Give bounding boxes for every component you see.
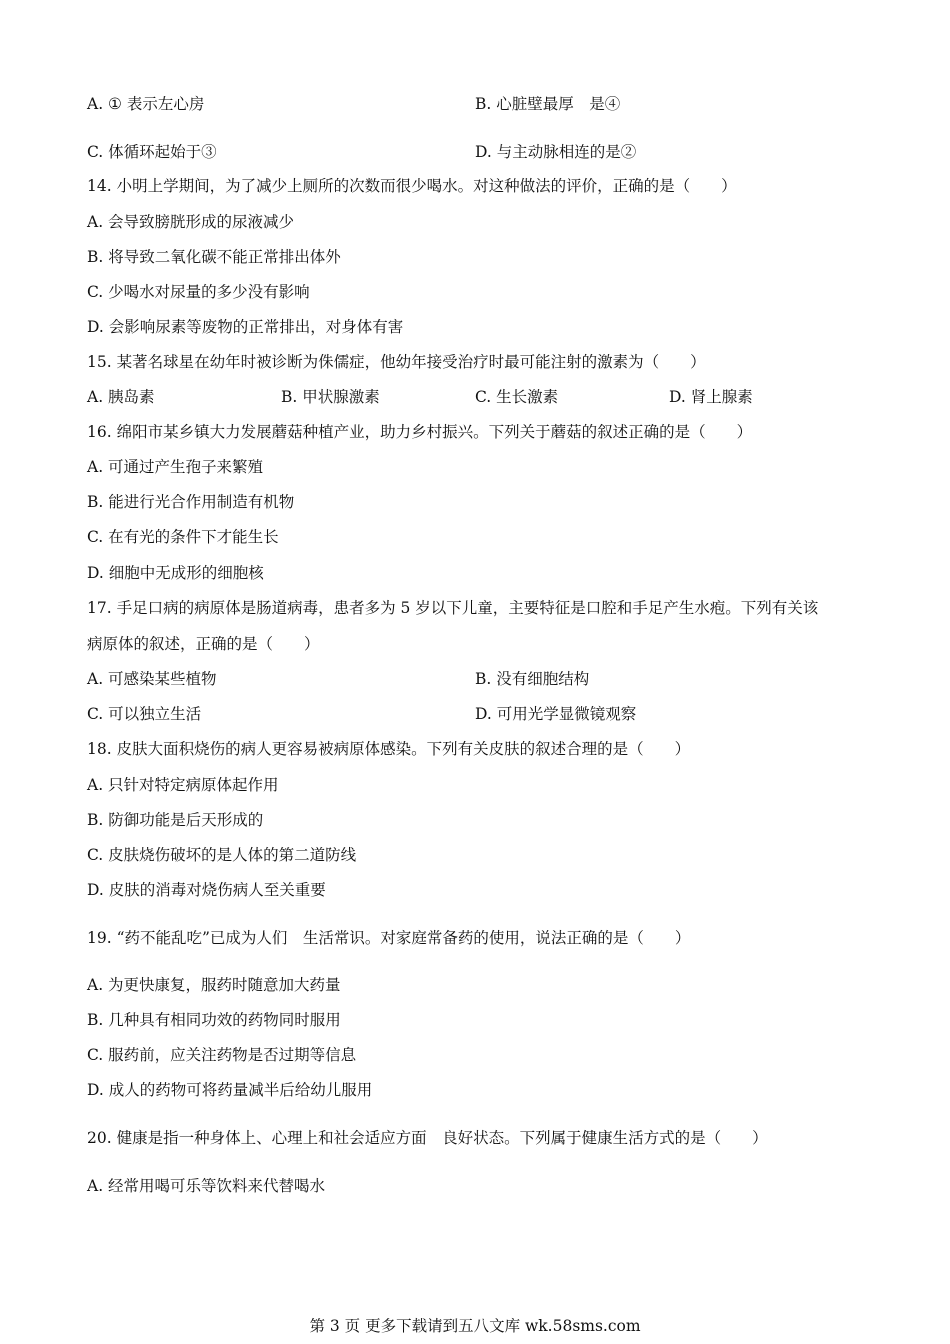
q16-option-c: C. 在有光的条件下才能生长 — [87, 528, 279, 546]
q18-option-c: C. 皮肤烧伤破坏的是人体的第二道防线 — [87, 846, 357, 864]
q18-option-d: D. 皮肤的消毒对烧伤病人至关重要 — [87, 881, 326, 899]
q14-option-b: B. 将导致二氧化碳不能正常排出体外 — [87, 248, 341, 266]
q19-option-a: A. 为更快康复，服药时随意加大药量 — [87, 976, 341, 994]
q15-option-d: D. 肾上腺素 — [669, 388, 753, 406]
q15-option-a: A. 胰岛素 — [87, 388, 155, 406]
q17-option-d: D. 可用光学显微镜观察 — [475, 705, 637, 723]
q15-option-b: B. 甲状腺激素 — [281, 388, 380, 406]
q14-stem: 14. 小明上学期间，为了减少上厕所的次数而很少喝水。对这种做法的评价，正确的是（ ） — [87, 177, 737, 195]
q19-option-d: D. 成人的药物可将药量减半后给幼儿服用 — [87, 1081, 373, 1099]
q16-option-a: A. 可通过产生孢子来繁殖 — [87, 458, 264, 476]
q13-option-b: B. 心脏壁最厚 是④ — [475, 95, 621, 113]
q19-option-b: B. 几种具有相同功效的药物同时服用 — [87, 1011, 341, 1029]
q19-stem: 19. “药不能乱吃”已成为人们 生活常识。对家庭常备药的使用，说法正确的是（ ） — [87, 929, 691, 947]
q15-stem: 15. 某著名球星在幼年时被诊断为侏儒症，他幼年接受治疗时最可能注射的激素为（ ） — [87, 353, 706, 371]
q20-option-a: A. 经常用喝可乐等饮料来代替喝水 — [87, 1177, 326, 1195]
q17-option-a: A. 可感染某些植物 — [87, 670, 217, 688]
q13-option-a: A. ① 表示左心房 — [87, 95, 205, 113]
q14-option-c: C. 少喝水对尿量的多少没有影响 — [87, 283, 310, 301]
q17-option-c: C. 可以独立生活 — [87, 705, 202, 723]
q18-option-a: A. 只针对特定病原体起作用 — [87, 776, 279, 794]
page-footer: 第 3 页 更多下载请到五八文库 wk.58sms.com — [309, 1317, 641, 1335]
q17-stem-line1: 17. 手足口病的病原体是肠道病毒，患者多为 5 岁以下儿童，主要特征是口腔和手足产生水疱。下列有关该 — [87, 599, 819, 617]
q17-option-b: B. 没有细胞结构 — [475, 670, 590, 688]
q17-stem-line2: 病原体的叙述，正确的是（ ） — [87, 635, 320, 653]
q18-stem: 18. 皮肤大面积烧伤的病人更容易被病原体感染。下列有关皮肤的叙述合理的是（ ） — [87, 740, 691, 758]
q14-option-d: D. 会影响尿素等废物的正常排出，对身体有害 — [87, 318, 404, 336]
q14-option-a: A. 会导致膀胱形成的尿液减少 — [87, 213, 295, 231]
q20-stem: 20. 健康是指一种身体上、心理上和社会适应方面 良好状态。下列属于健康生活方式的是（ ） — [87, 1129, 768, 1147]
q13-option-d: D. 与主动脉相连的是② — [475, 143, 637, 161]
q16-option-b: B. 能进行光合作用制造有机物 — [87, 493, 295, 511]
q16-option-d: D. 细胞中无成形的细胞核 — [87, 564, 264, 582]
q16-stem: 16. 绵阳市某乡镇大力发展蘑菇种植产业，助力乡村振兴。下列关于蘑菇的叙述正确的是（ ） — [87, 423, 753, 441]
q19-option-c: C. 服药前，应关注药物是否过期等信息 — [87, 1046, 357, 1064]
q18-option-b: B. 防御功能是后天形成的 — [87, 811, 264, 829]
q15-option-c: C. 生长激素 — [475, 388, 559, 406]
q13-option-c: C. 体循环起始于③ — [87, 143, 217, 161]
